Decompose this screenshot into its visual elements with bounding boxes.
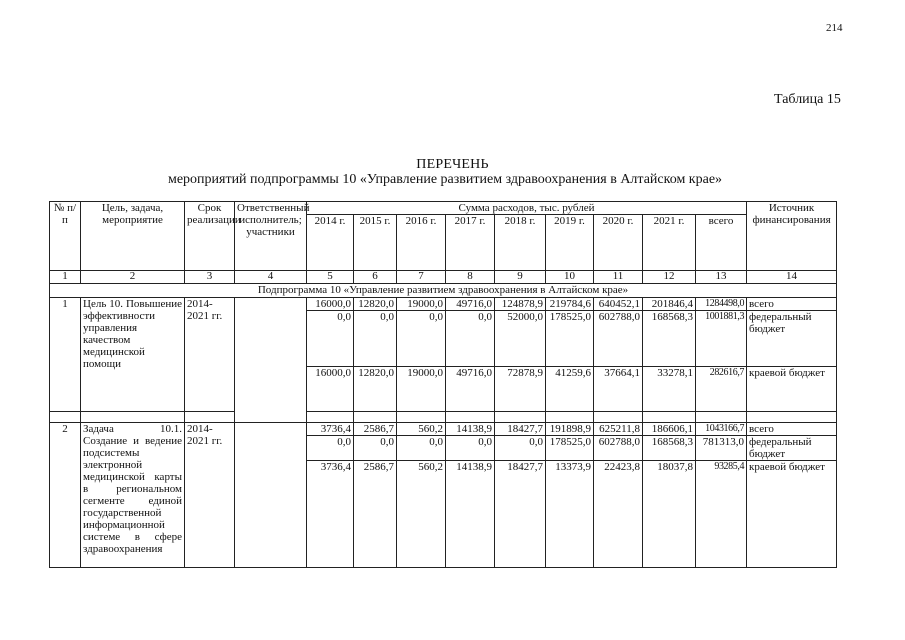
empty-cell [81,412,185,423]
amount-cell: 2586,7 [354,423,397,436]
empty-cell [185,412,235,423]
amount-cell: 178525,0 [546,436,594,461]
year-header: 2016 г. [397,215,446,271]
empty-cell [546,412,594,423]
amount-cell: 12820,0 [354,298,397,311]
amount-cell: 2586,7 [354,461,397,568]
source-cell: федеральный бюджет [747,436,837,461]
amount-cell: 72878,9 [495,367,546,412]
amount-cell: 560,2 [397,461,446,568]
column-number: 7 [397,271,446,284]
header-responsible: Ответственный исполнитель; участники [235,202,307,271]
amount-cell: 124878,9 [495,298,546,311]
goal-cell: Цель 10. Повышение эффективности управления качеством медицинской помощи [81,298,185,412]
column-number: 8 [446,271,495,284]
empty-cell [354,412,397,423]
column-number: 10 [546,271,594,284]
amount-cell: 41259,6 [546,367,594,412]
row-number: 2 [50,423,81,568]
amount-cell: 13373,9 [546,461,594,568]
amount-cell: 19000,0 [397,298,446,311]
amount-cell: 49716,0 [446,367,495,412]
empty-cell [495,412,546,423]
year-header: всего [696,215,747,271]
source-cell: всего [747,298,837,311]
amount-total-cell: 1284498,0 [696,298,747,311]
year-header: 2021 г. [643,215,696,271]
amount-cell: 0,0 [397,311,446,367]
row-number: 1 [50,298,81,412]
amount-cell: 52000,0 [495,311,546,367]
column-number: 2 [81,271,185,284]
table-label: Таблица 15 [774,92,841,107]
column-number: 4 [235,271,307,284]
amount-cell: 14138,9 [446,461,495,568]
amount-cell: 186606,1 [643,423,696,436]
year-header: 2018 г. [495,215,546,271]
amount-cell: 49716,0 [446,298,495,311]
amount-total-cell: 282616,7 [696,367,747,412]
responsible-cell [235,298,307,423]
source-cell: краевой бюджет [747,367,837,412]
column-number: 9 [495,271,546,284]
amount-cell: 19000,0 [397,367,446,412]
header-no: № п/п [50,202,81,271]
amount-total-cell: 781313,0 [696,436,747,461]
subprogram-row: Подпрограмма 10 «Управление развитием здравоохранения в Алтайском крае» [50,284,837,298]
empty-cell [696,412,747,423]
amount-cell: 602788,0 [594,436,643,461]
empty-cell [594,412,643,423]
column-number: 11 [594,271,643,284]
year-header: 2019 г. [546,215,594,271]
amount-cell: 219784,6 [546,298,594,311]
amount-cell: 0,0 [354,311,397,367]
term-cell: 2014-2021 гг. [185,423,235,568]
goal-cell: Задача 10.1. Создание и ведение подсистемы электронной медицинской карты в региональном сегменте единой государственной информационной системе в сфере здравоохранения [81,423,185,568]
amount-cell: 0,0 [446,311,495,367]
empty-cell [643,412,696,423]
amount-cell: 12820,0 [354,367,397,412]
document-subtitle: мероприятий подпрограммы 10 «Управление развитием здравоохранения в Алтайском крае» [167,172,723,187]
header-sum: Сумма расходов, тыс. рублей [307,202,747,215]
source-cell: всего [747,423,837,436]
amount-cell: 18037,8 [643,461,696,568]
source-cell: федеральный бюджет [747,311,837,367]
column-number: 13 [696,271,747,284]
amount-total-cell: 93285,4 [696,461,747,568]
responsible-cell [235,423,307,568]
amount-cell: 640452,1 [594,298,643,311]
amount-cell: 191898,9 [546,423,594,436]
amount-cell: 16000,0 [307,367,354,412]
amount-cell: 602788,0 [594,311,643,367]
empty-cell [50,412,81,423]
header-goal: Цель, задача, мероприятие [81,202,185,271]
amount-cell: 16000,0 [307,298,354,311]
year-header: 2015 г. [354,215,397,271]
amount-cell: 0,0 [307,311,354,367]
empty-cell [307,412,354,423]
column-number: 1 [50,271,81,284]
column-number: 6 [354,271,397,284]
amount-cell: 560,2 [397,423,446,436]
empty-cell [397,412,446,423]
document-title: ПЕРЕЧЕНЬ [416,157,489,172]
amount-cell: 0,0 [307,436,354,461]
column-number: 14 [747,271,837,284]
year-header: 2020 г. [594,215,643,271]
source-cell: краевой бюджет [747,461,837,568]
amount-total-cell: 1001881,3 [696,311,747,367]
column-number: 12 [643,271,696,284]
amount-cell: 0,0 [354,436,397,461]
measures-table [49,201,837,568]
term-cell: 2014-2021 гг. [185,298,235,412]
amount-cell: 3736,4 [307,461,354,568]
header-source: Источник финансирования [747,202,837,271]
amount-cell: 18427,7 [495,423,546,436]
year-header: 2017 г. [446,215,495,271]
amount-cell: 201846,4 [643,298,696,311]
amount-cell: 37664,1 [594,367,643,412]
amount-cell: 178525,0 [546,311,594,367]
amount-total-cell: 1043166,7 [696,423,747,436]
amount-cell: 14138,9 [446,423,495,436]
amount-cell: 168568,3 [643,436,696,461]
column-number: 5 [307,271,354,284]
page-number: 214 [826,22,843,34]
empty-cell [446,412,495,423]
amount-cell: 625211,8 [594,423,643,436]
amount-cell: 0,0 [495,436,546,461]
empty-cell [747,412,837,423]
amount-cell: 22423,8 [594,461,643,568]
column-number: 3 [185,271,235,284]
amount-cell: 33278,1 [643,367,696,412]
amount-cell: 0,0 [446,436,495,461]
year-header: 2014 г. [307,215,354,271]
header-term: Срок реализации [185,202,235,271]
amount-cell: 3736,4 [307,423,354,436]
amount-cell: 0,0 [397,436,446,461]
amount-cell: 168568,3 [643,311,696,367]
amount-cell: 18427,7 [495,461,546,568]
